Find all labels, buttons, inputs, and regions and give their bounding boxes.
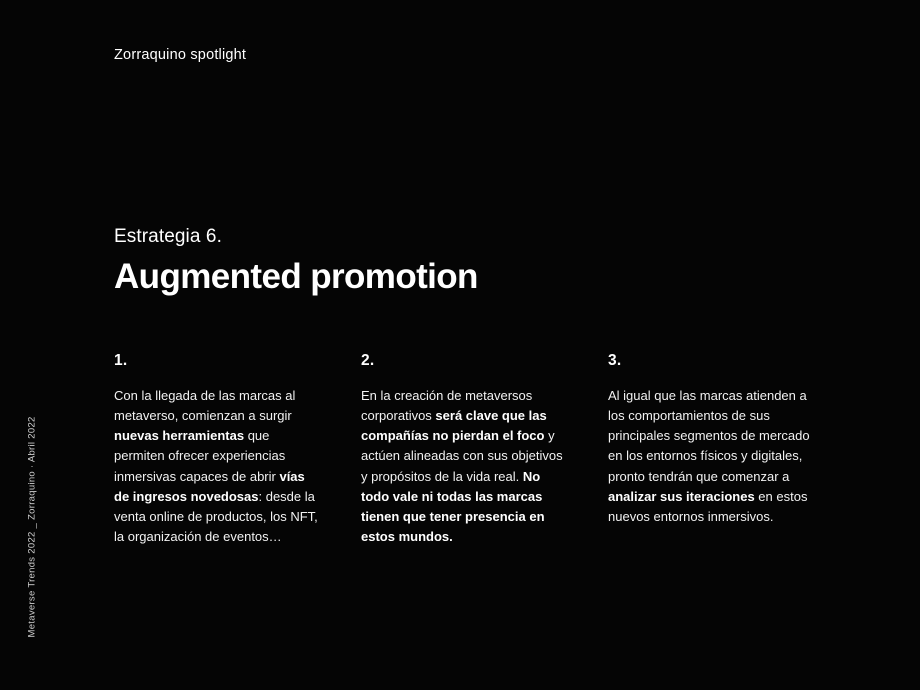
column-number: 1. <box>114 352 128 369</box>
title-block <box>114 226 814 296</box>
slide-eyebrow: Estrategia 6. <box>114 226 222 247</box>
column-number: 3. <box>608 352 622 369</box>
content-column <box>361 352 566 547</box>
slide-kicker: Zorraquino spotlight <box>114 47 247 63</box>
column-body: En la creación de metaversos corporativos será clave que las compañías no pierdan el foco y actúen alineadas con sus objetivos y propósitos de la vida real. No todo vale ni todas las marcas tienen que tener presencia en estos mundos. <box>361 388 563 544</box>
column-number: 2. <box>361 352 375 369</box>
content-columns <box>114 352 814 547</box>
slide-side-note: Metaverse Trends 2022 _ Zorraquino · Abril 2022 <box>26 416 38 638</box>
slide-headline: Augmented promotion <box>114 256 478 296</box>
content-column <box>114 352 319 547</box>
column-body: Con la llegada de las marcas al metaverso, comienzan a surgir nuevas herramientas que permiten ofrecer experiencias inmersivas capaces de abrir vías de ingresos novedosas: desde la venta online de productos, los NFT, la organización de eventos… <box>114 388 318 544</box>
column-body: Al igual que las marcas atienden a los comportamientos de sus principales segmentos de mercado en los entornos físicos y digitales, pronto tendrán que comenzar a analizar sus iteraciones en estos nuevos entornos inmersivos. <box>608 388 810 524</box>
content-column <box>608 352 813 547</box>
